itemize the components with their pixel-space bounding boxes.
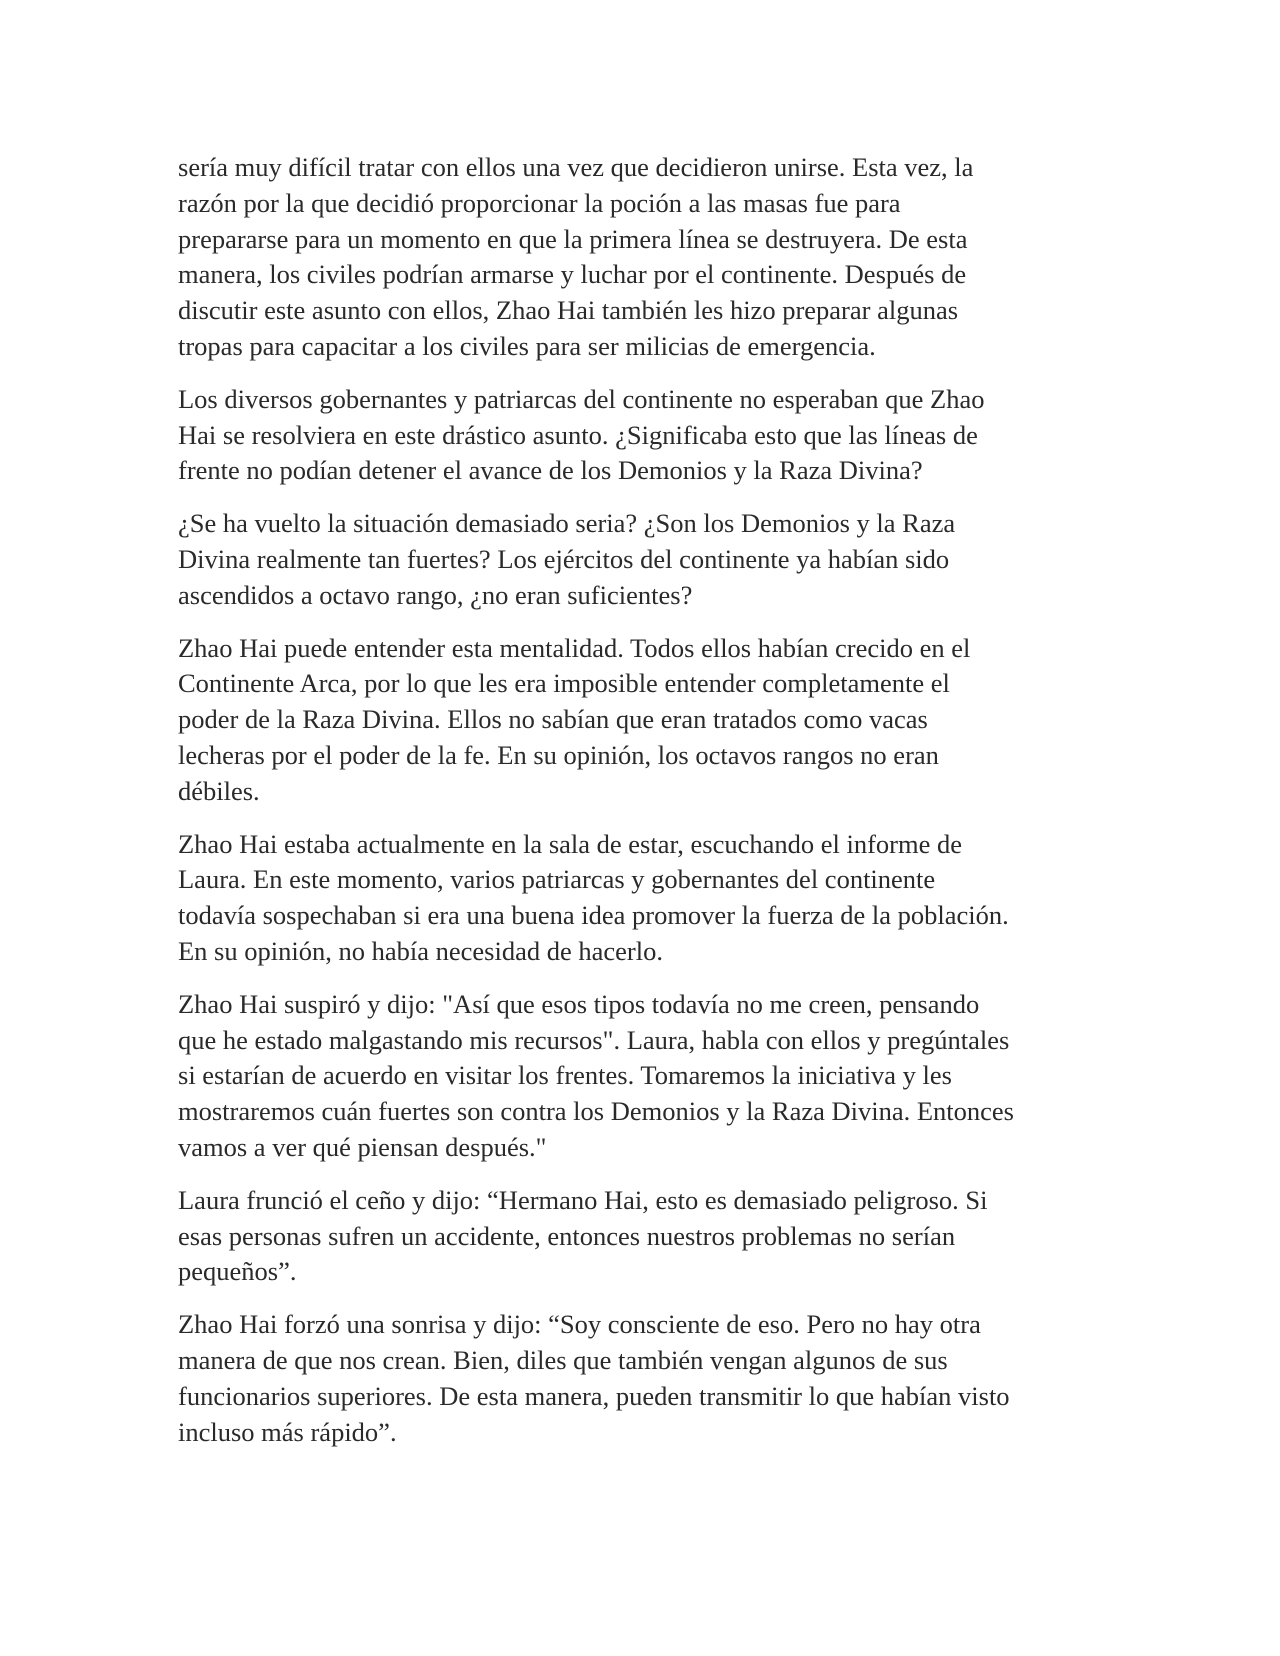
paragraph: Laura frunció el ceño y dijo: “Hermano Hai, esto es demasiado peligroso. Si esas personas sufren un accidente, entonces nuestros problemas no serían pequeños”.: [178, 1184, 988, 1287]
paragraph: Zhao Hai forzó una sonrisa y dijo: “Soy consciente de eso. Pero no hay otra manera de que nos crean. Bien, diles que también vengan algunos de sus funcionarios superiores. De esta manera, pueden transmitir lo que habían visto incluso más rápido”.: [178, 1309, 1010, 1447]
paragraph: Zhao Hai suspiró y dijo: "Así que esos tipos todavía no me creen, pensando que he estado malgastando mis recursos". Laura, habla con ellos y pregúntales si estarían de acuerdo en visitar los frentes. Tomaremos la iniciativa y les mostraremos cuán fuertes son contra los Demonios y la Raza Divina. Entonces vamos a ver qué piensan después.": [178, 988, 1014, 1162]
paragraph: sería muy difícil tratar con ellos una vez que decidieron unirse. Esta vez, la razón por la que decidió proporcionar la poción a las masas fue para prepararse para un momento en que la primera línea se destruyera. De esta manera, los civiles podrían armarse y luchar por el continente. Después de discutir este asunto con ellos, Zhao Hai también les hizo preparar algunas tropas para capacitar a los civiles para ser milicias de emergencia.: [178, 152, 974, 361]
paragraph: Zhao Hai estaba actualmente en la sala de estar, escuchando el informe de Laura. En este momento, varios patriarcas y gobernantes del continente todavía sospechaban si era una buena idea promover la fuerza de la población. En su opinión, no había necesidad de hacerlo.: [178, 828, 1009, 966]
document-page: [178, 150, 1108, 1467]
paragraph: Los diversos gobernantes y patriarcas del continente no esperaban que Zhao Hai se resolviera en este drástico asunto. ¿Significaba esto que las líneas de frente no podían detener el avance de los Demonios y la Raza Divina?: [178, 383, 985, 486]
paragraph: ¿Se ha vuelto la situación demasiado seria? ¿Son los Demonios y la Raza Divina realmente tan fuertes? Los ejércitos del continente ya habían sido ascendidos a octavo rango, ¿no eran suficientes?: [178, 508, 956, 610]
paragraph: Zhao Hai puede entender esta mentalidad. Todos ellos habían crecido en el Continente Arca, por lo que les era imposible entender completamente el poder de la Raza Divina. Ellos no sabían que eran tratados como vacas lecheras por el poder de la fe. En su opinión, los octavos rangos no eran débiles.: [178, 632, 971, 806]
